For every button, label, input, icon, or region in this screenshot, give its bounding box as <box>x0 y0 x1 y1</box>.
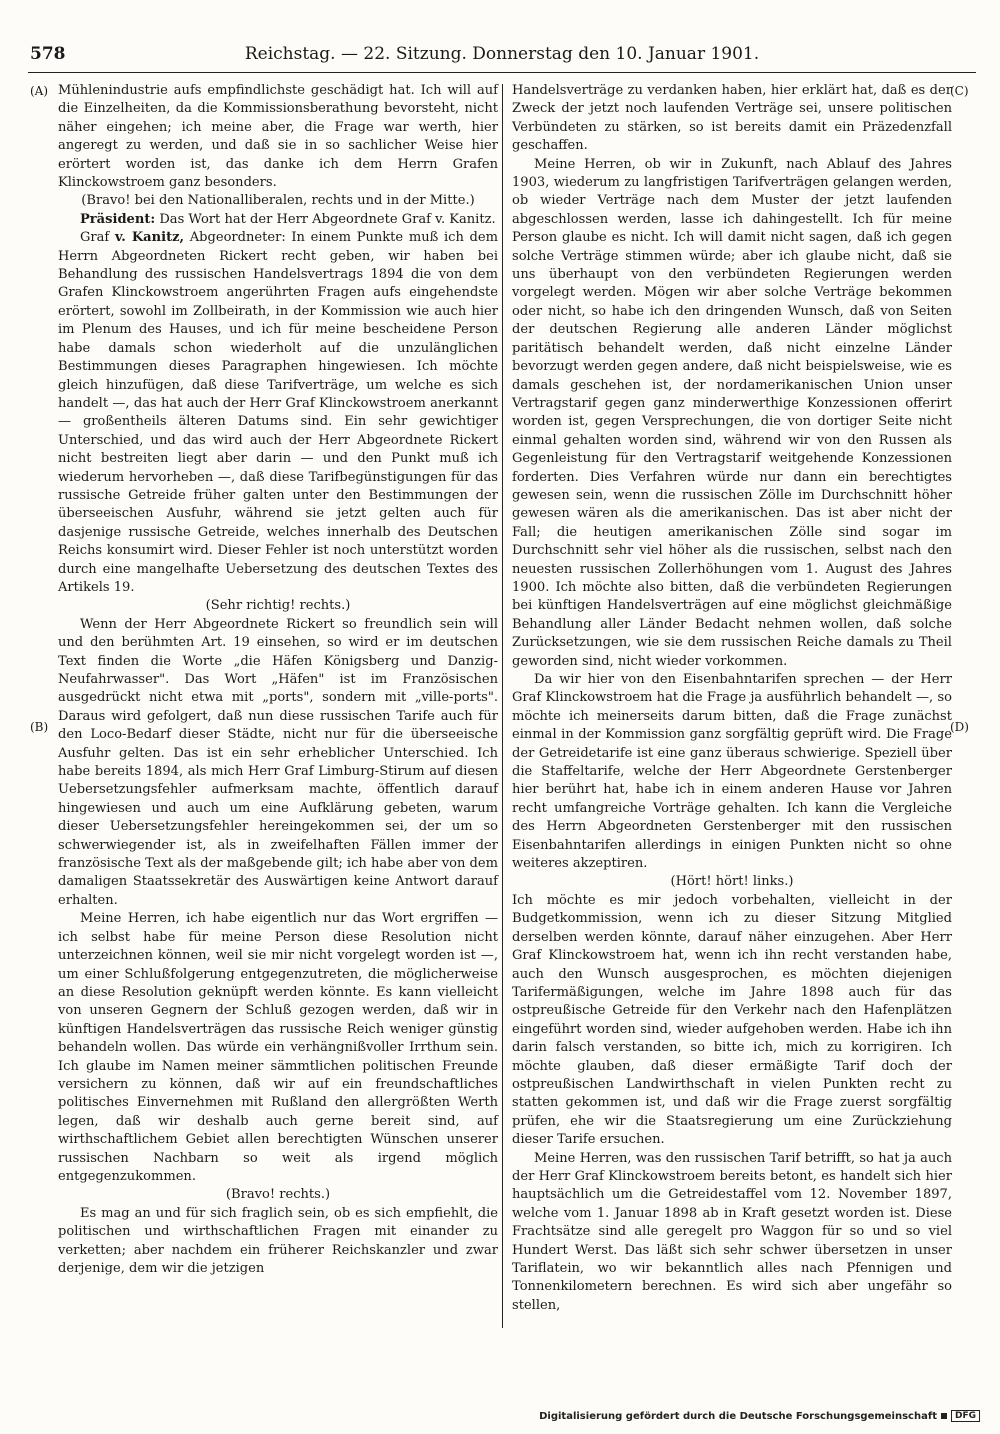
paragraph: Meine Herren, was den russischen Tarif betrifft, so hat ja auch der Herr Graf Klinckowstroem bereits betont, es handelt sich hier hauptsächlich um die Getreidestaffel vom 12. November 1897, welche vom 1. Januar 1898 ab in Kraft gesetzt worden ist. Diese Frachtsätze sind alle geregelt pro Waggon für so und so viel Hundert Werst. Das läßt sich sehr schwer übersetzen in unser Tariflatein, wo wir bekanntlich alles nach Pfennigen und Tonnenkilometern berechnen. Es wird sich aber ungefähr so stellen, <box>512 1150 952 1313</box>
speaker-name: v. Kanitz, <box>114 230 185 246</box>
reaction: (Bravo! bei den Nationalliberalen, rechts und in der Mitte.) <box>81 193 475 209</box>
paragraph: Meine Herren, ob wir in Zukunft, nach Ablauf des Jahres 1903, wiederum zu langfristigen Tarifverträgen gelangen werden, ob wieder Verträge nach dem Muster der jetzt laufenden abgeschlossen werden, lasse ich dahingestellt. Ich für meine Person glaube es nicht. Ich will damit nicht sagen, daß ich gegen solche Verträge stimmen würde; aber ich glaube nicht, daß sie uns überhaupt von den verbündeten Regierungen werden vorgelegt werden. Mögen wir aber solche Verträge bekommen oder nicht, so habe ich den dringenden Wunsch, daß von Seiten der deutschen Regierung alle anderen Länder möglichst paritätisch behandelt werden, daß nicht einzelne Länder bevorzugt werden gegen andere, daß nicht beispielsweise, wie es damals geschehen ist, der nordamerikanischen Union unser Vertragstarif gegen ganz minderwerthige Konzessionen offerirt worden ist, gegen Versprechungen, die von dortiger Seite nicht einmal gehalten worden sind, während wir von den Russen als Gegenleistung für den Vertragstarif weitgehende Konzessionen forderten. Dies Verfahren würde nur dann ein berechtigtes gewesen sein, wenn die russischen Zölle im Durchschnitt höher gewesen wären als die amerikanischen. Das ist aber nicht der Fall; die heutigen amerikanischen Zölle sind sogar im Durchschnitt sehr viel höher als die russischen, selbst nach den neuesten russischen Zollerhöhungen vom 1. August des Jahres 1900. Ich möchte also bitten, daß die verbündeten Regierungen bei künftigen Handelsverträgen auf eine möglichst gleichmäßige Behandlung aller Länder Bedacht nehmen wollen, daß solche Zurücksetzungen, wie sie dem russischen Reiche damals zu Theil geworden sind, nicht wieder vorkommen. <box>512 156 952 669</box>
footer-credit <box>539 1410 980 1422</box>
margin-marker-c: (C) <box>950 84 969 98</box>
speaker-prefix: Graf <box>80 230 115 246</box>
right-column <box>512 82 952 1315</box>
paragraph: Ich möchte es mir jedoch vorbehalten, vielleicht in der Budgetkommission, wenn ich zu dieser Sitzung Mitglied derselben werden könnte, darauf näher einzugehen. Aber Herr Graf Klinckowstroem hat, wenn ich ihn recht verstanden habe, auch den Wunsch ausgesprochen, es möchten diejenigen Tarifermäßigungen, welche im Jahre 1898 auch für das ostpreußische Getreide für den Verkehr nach den Hafenplätzen eingeführt worden sind, wieder aufgehoben werden. Habe ich ihn darin falsch verstanden, so bitte ich, mich zu korrigiren. Ich möchte glauben, daß dieser ermäßigte Tarif doch der ostpreußischen Landwirthschaft in vielen Punkten recht zu statten gekommen ist, und daß wir die Frage zuerst sorgfältig prüfen, ehe wir die Staatsregierung um eine Zurückziehung dieser Tarife ersuchen. <box>512 892 952 1148</box>
page-header <box>28 44 976 72</box>
separator-icon <box>941 1413 947 1419</box>
margin-marker-b: (B) <box>30 720 49 734</box>
dfg-logo: DFG <box>951 1410 980 1422</box>
president-text: Das Wort hat der Herr Abgeordnete Graf v. Kanitz. <box>155 211 496 227</box>
column-divider <box>502 84 503 1328</box>
margin-marker-a: (A) <box>30 84 49 98</box>
paragraph: Es mag an und für sich fraglich sein, ob es sich empfiehlt, die politischen und wirthschaftlichen Fragen mit einander zu verketten; aber nachdem ein früherer Reichskanzler und zwar derjenige, dem wir die jetzigen <box>58 1205 498 1276</box>
paragraph: Handelsverträge zu verdanken haben, hier erklärt hat, daß es der Zweck der jetzt noch laufenden Verträge sei, unsere politischen Verbündeten zu stärken, so ist bereits damit ein Präzedenzfall geschaffen. <box>512 83 952 154</box>
page-number: 578 <box>30 44 66 64</box>
paragraph: Meine Herren, ich habe eigentlich nur das Wort ergriffen — ich selbst habe für meine Person diese Resolution nicht unterzeichnen können, weil sie mir nicht vorgelegt worden ist —, um einer Schlußfolgerung entgegenzutreten, die möglicherweise an diese Resolution geknüpft werden könnte. Es kann vielleicht von unseren Gegnern der Schluß gezogen werden, daß wir in künftigen Handelsverträgen das russische Reich weniger günstig behandeln wollen. Das würde ein verhängnißvoller Irrthum sein. Ich glaube im Namen meiner sämmtlichen politischen Freunde versichern zu können, daß wir auf ein freundschaftliches politisches Einvernehmen mit Rußland den allergrößten Werth legen, daß wir deshalb auch gerne bereit sind, auf wirthschaftlichem Gebiet allen berechtigten Wünschen unserer russischen Nachbarn so weit als irgend möglich entgegenzukommen. <box>58 911 498 1184</box>
reaction: (Sehr richtig! rechts.) <box>205 598 351 614</box>
paragraph: Da wir hier von den Eisenbahntarifen sprechen — der Herr Graf Klinckowstroem hat die Frage ja ausführlich behandelt —, so möchte ich meinerseits darum bitten, daß die Frage zunächst einmal in der Kommission ganz sorgfältig geprüft wird. Die Frage der Getreidetarife ist eine ganz überaus schwierige. Speziell über die Staffeltarife, welche der Herr Abgeordnete Gerstenberger hier berührt hat, habe ich in einem anderen Hause vor Jahren recht umfangreiche Vorträge gehalten. Ich kann die Vergleiche des Herrn Abgeordneten Gerstenberger mit den russischen Eisenbahntarifen allerdings in einigen Punkten nicht so ohne weiteres akzeptiren. <box>512 672 952 872</box>
reaction: (Bravo! rechts.) <box>225 1187 331 1203</box>
paragraph: Wenn der Herr Abgeordnete Rickert so freundlich sein will und den berühmten Art. 19 einsehen, so wird er im deutschen Text finden die Worte „die Häfen Königsberg und Danzig-Neufahrwasser". Das Wort „Häfen" ist im Französischen ausgedrückt nicht etwa mit „ports", sondern mit „ville-ports". Daraus wird gefolgert, daß nun diese russischen Tarife auch für den Loco-Bedarf dieser Städte, nicht nur für die überseeische Ausfuhr gelten. Das ist ein sehr erheblicher Unterschied. Ich habe bereits 1894, als mich Herr Graf Limburg-Stirum auf diesen Uebersetzungsfehler aufmerksam machte, öffentlich darauf hingewiesen und auch um eine Aufklärung gebeten, warum dieser Uebersetzungsfehler hereingekommen sei, der um so schwerwiegender ist, als in zweifelhaften Fällen immer der französische Text als der maßgebende gilt; ich habe aber von dem damaligen Staatssekretär des Auswärtigen keine Antwort darauf erhalten. <box>58 616 498 908</box>
president-line <box>58 211 498 229</box>
left-column <box>58 82 498 1278</box>
speaker-label: Präsident: <box>80 211 156 227</box>
header-rule <box>28 72 976 73</box>
reaction: (Hört! hört! links.) <box>670 874 794 890</box>
margin-marker-d: (D) <box>950 720 969 734</box>
speech-opening <box>58 229 498 597</box>
footer-text: Digitalisierung gefördert durch die Deutsche Forschungsgemeinschaft <box>539 1411 937 1422</box>
running-title: Reichstag. — 22. Sitzung. Donnerstag den 10. Januar 1901. <box>244 44 760 64</box>
speech-text: Abgeordneter: In einem Punkte muß ich dem Herrn Abgeordneten Rickert recht geben, wir haben bei Behandlung des russischen Handelsvertrags 1894 die von dem Grafen Klinckowstroem angerührten Fragen aufs eingehendste erörtert, sowohl im Zollbeirath, in der Kommission wie auch hier im Plenum des Hauses, und ich für meine bescheidene Person habe damals schon wiederholt auf die unzulänglichen Bestimmungen dieses Paragraphen hingewiesen. Ich möchte gleich hinzufügen, daß diese Tarifverträge, um welche es sich handelt —, das hat auch der Herr Graf Klinckowstroem anerkannt — großentheils älteren Datums sind. Ein sehr gewichtiger Unterschied, und das wird auch der Herr Abgeordnete Rickert nicht bestreiten liegt aber darin — und den Punkt muß ich wiederum hervorheben —, daß diese Tarifbegünstigungen für das russische Getreide früher galten unter den Bestimmungen der überseeischen Ausfuhr, während sie jetzt gelten auch für dasjenige russische Getreide, welches innerhalb des Deutschen Reichs konsumirt wird. Dieser Fehler ist noch unterstützt worden durch eine mangelhafte Uebersetzung des deutschen Textes des Artikels 19. <box>58 230 498 595</box>
paragraph: Mühlenindustrie aufs empfindlichste geschädigt hat. Ich will auf die Einzelheiten, da die Kommissionsberathung bevorsteht, nicht näher eingehen; ich meine aber, die Frage war werth, hier angeregt zu werden, und daß sie in so sachlicher Weise hier erörtert worden ist, das danke ich dem Herrn Grafen Klinckowstroem ganz besonders. <box>58 83 498 191</box>
